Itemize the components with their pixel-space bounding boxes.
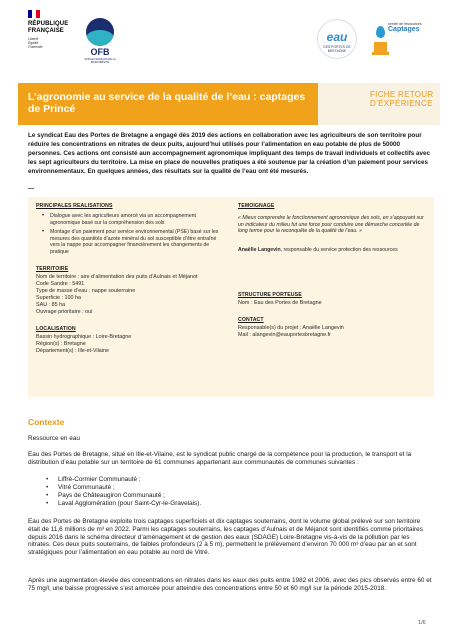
well-icon (374, 42, 387, 52)
temoignage-author (238, 247, 428, 254)
contexte-paragraph-2: Eau des Portes de Bretagne exploite trois captages superficiels et dix captages souterrains, dont le volume global prélevé sur son territoire était de 11,6 millions de m³ en 2022. Parmi les captages souterrains, les captages d’Aulnais et de Méjanot sont identifiés comme prioritaires depuis 2016 dans le schéma directeur d’aménagement et de gestion des eaux (SDAGE) Loire-Bretagne vis-à-vis de la pollution par les nitrates. Ces deux puits souterrains, de faibles profondeurs (2 à 5 m), permettent le prélèvement d’environ 70 000 m³ d’eau par an et sont stratégiques pour l’alimentation en eau potable au nord de Vitré. (28, 518, 423, 557)
eau-logo-subtitle: DES PORTES DE BRETAGNE (323, 45, 351, 53)
list-item: • Liffré-Cormier Communauté ; (52, 476, 352, 484)
eau-logo-word: eau (326, 30, 348, 44)
territoire-line: Nom de territoire : aire d’alimentation des puits d’Aulnais et Méjanot (36, 273, 198, 280)
captages-logo (372, 22, 434, 64)
banner-title-block (18, 83, 318, 125)
list-item: • Dialogue avec les agriculteurs amorcé via un accompagnement agronomique basé sur la compréhension des sols (42, 213, 196, 226)
rf-name-line-1: RÉPUBLIQUE (28, 21, 69, 27)
info-right-column (238, 203, 428, 339)
intro-dash: — (28, 186, 34, 192)
realisations-heading: PRINCIPALES REALISATIONS (36, 203, 113, 209)
territoire-line: Code Sandre : 5491 (36, 280, 85, 287)
list-item: • Montage d’un paiement pour service environnemental (PSE) basé sur les mesures des quantités d’azote minéral du sol susceptible d’être entraîné vers la nappe pour accompagner financièrement les changements de pratique (42, 229, 219, 255)
banner-tag-block (318, 83, 440, 125)
page-header (0, 0, 456, 80)
territoire-line: Ouvrage prioritaire : oui (36, 308, 93, 315)
rf-motto-3: Fraternité (28, 45, 43, 49)
territoire-heading: TERRITOIRE (36, 265, 69, 272)
author-name: Anaëlle Langevin (238, 246, 281, 253)
structure-heading: STRUCTURE PORTEUSE (238, 292, 302, 299)
territoire-line: SAU : 85 ha (36, 301, 66, 308)
captages-logo-word: Captages (388, 26, 420, 33)
page-title: L’agronomie au service de la qualité de l’eau : captages de Princé (28, 91, 306, 115)
contact-email[interactable]: Mail : alangevin@eauportesbretagne.fr (238, 332, 331, 339)
rf-motto-1: Liberté (28, 37, 39, 41)
localisation-line: Bassin hydrographique : Loire-Bretagne (36, 333, 132, 340)
eau-portes-bretagne-logo (317, 19, 357, 59)
list-item: • Laval Agglomération (pour Saint-Cyr-le-Gravelais). (52, 500, 352, 508)
realisations-list (36, 213, 226, 256)
ressource-subheading: Ressource en eau (28, 435, 80, 442)
author-role: , responsable du service protection des ressources (280, 246, 398, 253)
ofb-logo (82, 18, 118, 64)
ofb-name: OFB (90, 47, 110, 57)
ofb-emblem-icon (86, 18, 114, 46)
territoire-line: Superficie : 100 ha (36, 294, 81, 301)
intro-paragraph: Le syndicat Eau des Portes de Bretagne a engagé dès 2019 des actions en collaboration avec les agriculteurs de son territoire pour réduire les concentrations en nitrates de deux puits, aujourd’hui utilisés pour l’alimentation en eau potable de plus de 50000 personnes. Ces actions ont consisté aun accompagnement agronomique impliquant des temps de travail individuels et collectifs avec les sept agriculteurs du territoire. La mise en place de nouvelles pratiques a été soutenue par la création d’un paiement pour services environnementaux. En quelques années, des résultats sur la qualité de l’eau ont été mesurés. (28, 132, 431, 175)
localisation-line: Département(s) : Ille-et-Vilaine (36, 347, 110, 354)
title-banner (18, 83, 440, 125)
temoignage-quote: « Mieux comprendre le fonctionnement agronomique des sols, en s’appuyant sur un indicateur du milieu fut une force pour conduire une démarche concertée de long terme pour la reconquête de la qualité de l’eau. » (238, 215, 424, 235)
structure-line: Nom : Eau des Portes de Bretagne (238, 300, 322, 307)
water-drop-icon (376, 26, 385, 38)
republique-francaise-logo (28, 10, 74, 49)
contact-heading: CONTACT (238, 317, 264, 324)
ofb-subtitle: OFFICE FRANÇAIS DE LA BIODIVERSITÉ (84, 58, 116, 64)
captages-logo-top: centre de ressources (388, 22, 422, 26)
contexte-paragraph-1: Eau des Portes de Bretagne, situé en Ille-et-Vilaine, est le syndicat public chargé de la compétence pour la production, le transport et la distribution d’eau potable sur un territoire de 61 communes appartenant aux communautés de communes suivantes : (28, 451, 412, 466)
localisation-line: Région(s) : Bretagne (36, 340, 86, 347)
flag-icon (28, 10, 40, 18)
contexte-paragraph-3: Après une augmentation élevée des concentrations en nitrates dans les eaux des puits entre 1982 et 2006, avec des pics observés entre 60 et 75 mg/l, une baisse progressive s’est amorcée pour atteindre des concentrations entre 50 et 60 mg/l sur la période 2015-2018. (28, 577, 432, 592)
territoire-line: Type de masse d’eau : nappe souterraine (36, 287, 136, 294)
page-number: 1/6 (418, 620, 426, 626)
list-item: • Pays de Châteaugiron Communauté ; (52, 492, 352, 500)
localisation-heading: LOCALISATION (36, 325, 76, 332)
info-left-column (36, 203, 226, 355)
rf-name-line-2: FRANÇAISE (28, 28, 64, 34)
rf-motto-2: Égalité (28, 41, 39, 45)
list-item: • Vitré Communauté ; (52, 484, 352, 492)
contexte-heading: Contexte (28, 417, 65, 427)
contact-responsable: Responsable(s) du projet : Anaëlle Langevin (238, 325, 344, 332)
document-type-tag: FICHE RETOUR D’EXPÉRIENCE (370, 90, 434, 108)
temoignage-heading: TEMOIGNAGE (238, 203, 275, 209)
communautes-list (52, 476, 352, 508)
info-box (28, 197, 434, 397)
